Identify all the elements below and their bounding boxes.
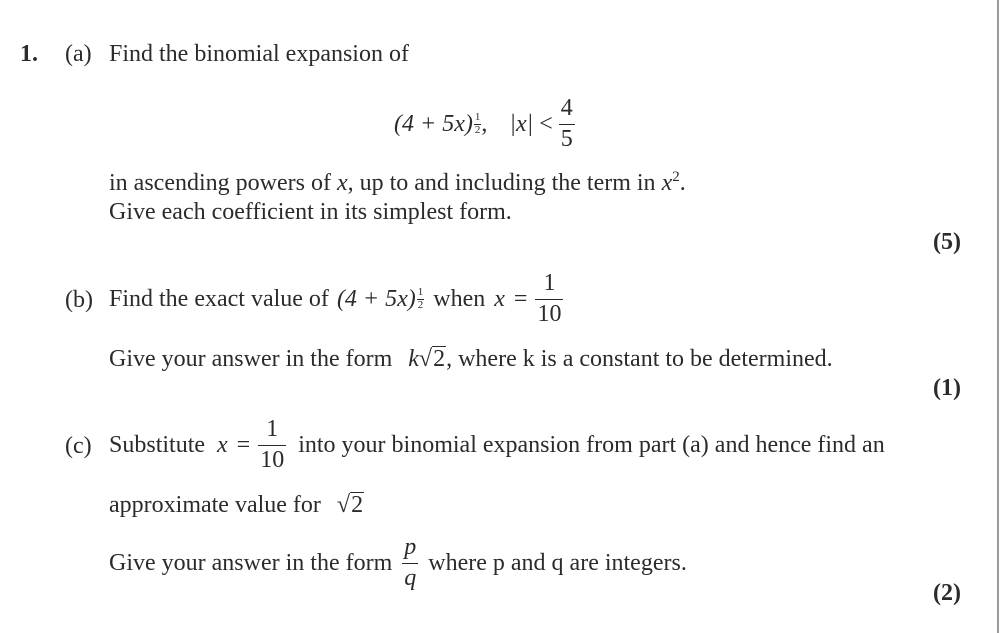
part-b-fraction <box>535 271 563 326</box>
part-b-exp-den: 2 <box>417 298 424 311</box>
part-b-numerator: 1 <box>535 271 563 299</box>
part-b-when: when <box>433 286 486 312</box>
part-c-line3-pre: Give your answer in the form <box>109 550 393 576</box>
part-c-fraction <box>258 417 286 472</box>
part-c-p: p <box>402 535 418 563</box>
question-number: 1. <box>20 41 38 67</box>
part-c-line2-text: approximate value for <box>109 492 321 518</box>
condition-denominator: 5 <box>560 125 573 152</box>
part-b-var: x <box>494 286 505 312</box>
part-c-label: (c) <box>65 433 92 459</box>
part-b-marks: (1) <box>933 375 961 401</box>
part-c-line3 <box>109 532 687 594</box>
expr-base: (4 + 5x) <box>394 111 473 137</box>
line1-power: 2 <box>672 169 680 185</box>
part-b-denominator: 10 <box>537 300 562 327</box>
expr-comma: , <box>481 111 488 137</box>
part-c-denominator: 10 <box>260 446 285 473</box>
part-c-pq-fraction <box>402 535 418 590</box>
part-c-post: into your binomial expansion from part (a) and hence find an <box>298 432 885 458</box>
sqrt-symbol: √2 <box>336 492 364 518</box>
part-c-marks: (2) <box>933 580 961 606</box>
part-c-pre: Substitute <box>109 432 206 458</box>
part-a-line2: Give each coefficient in its simplest form. <box>109 199 512 225</box>
right-margin-rule <box>997 0 999 633</box>
part-a-line1 <box>109 171 686 195</box>
part-b-expr: (4 + 5x) <box>336 286 416 312</box>
less-than: < <box>539 111 553 137</box>
part-c-line3-post: where p and q are integers. <box>428 550 687 576</box>
expr-exponent <box>474 112 482 136</box>
part-a-expression <box>394 96 575 152</box>
condition-numerator: 4 <box>559 96 575 124</box>
part-b-exponent <box>417 287 425 311</box>
part-c-q: q <box>404 564 417 591</box>
part-b-k: k <box>408 346 419 372</box>
sqrt-symbol: √2 <box>418 346 446 372</box>
part-b-eq: = <box>513 286 528 312</box>
line1-end: . <box>679 170 686 196</box>
part-c-var: x <box>217 432 228 458</box>
part-a-intro: Find the binomial expansion of <box>109 41 409 67</box>
part-b-pre: Find the exact value of <box>109 286 329 312</box>
line1-var: x <box>336 170 348 196</box>
part-b-label: (b) <box>65 287 93 313</box>
line1-pre: in ascending powers of <box>109 170 337 196</box>
line1-mid: , up to and including the term in <box>347 170 662 196</box>
part-c-line2 <box>109 492 364 518</box>
condition-fraction <box>559 96 575 151</box>
part-b-line2-post: , where k is a constant to be determined. <box>446 346 833 372</box>
part-c-radicand: 2 <box>351 492 364 518</box>
part-b-line2-pre: Give your answer in the form <box>109 346 393 372</box>
part-b-line2 <box>109 346 833 372</box>
exponent-denominator: 2 <box>474 123 481 136</box>
line1-var2: x <box>661 170 673 196</box>
part-b-exp-num: 1 <box>417 285 424 298</box>
part-c-eq: = <box>236 432 251 458</box>
part-a-marks: (5) <box>933 229 961 255</box>
part-a-label: (a) <box>65 41 92 67</box>
exponent-numerator: 1 <box>474 110 481 123</box>
abs-x: |x| <box>509 111 534 137</box>
part-b-radicand: 2 <box>433 346 446 372</box>
part-b-line1 <box>109 268 563 330</box>
part-c-line1 <box>109 414 885 476</box>
part-c-numerator: 1 <box>258 417 286 445</box>
